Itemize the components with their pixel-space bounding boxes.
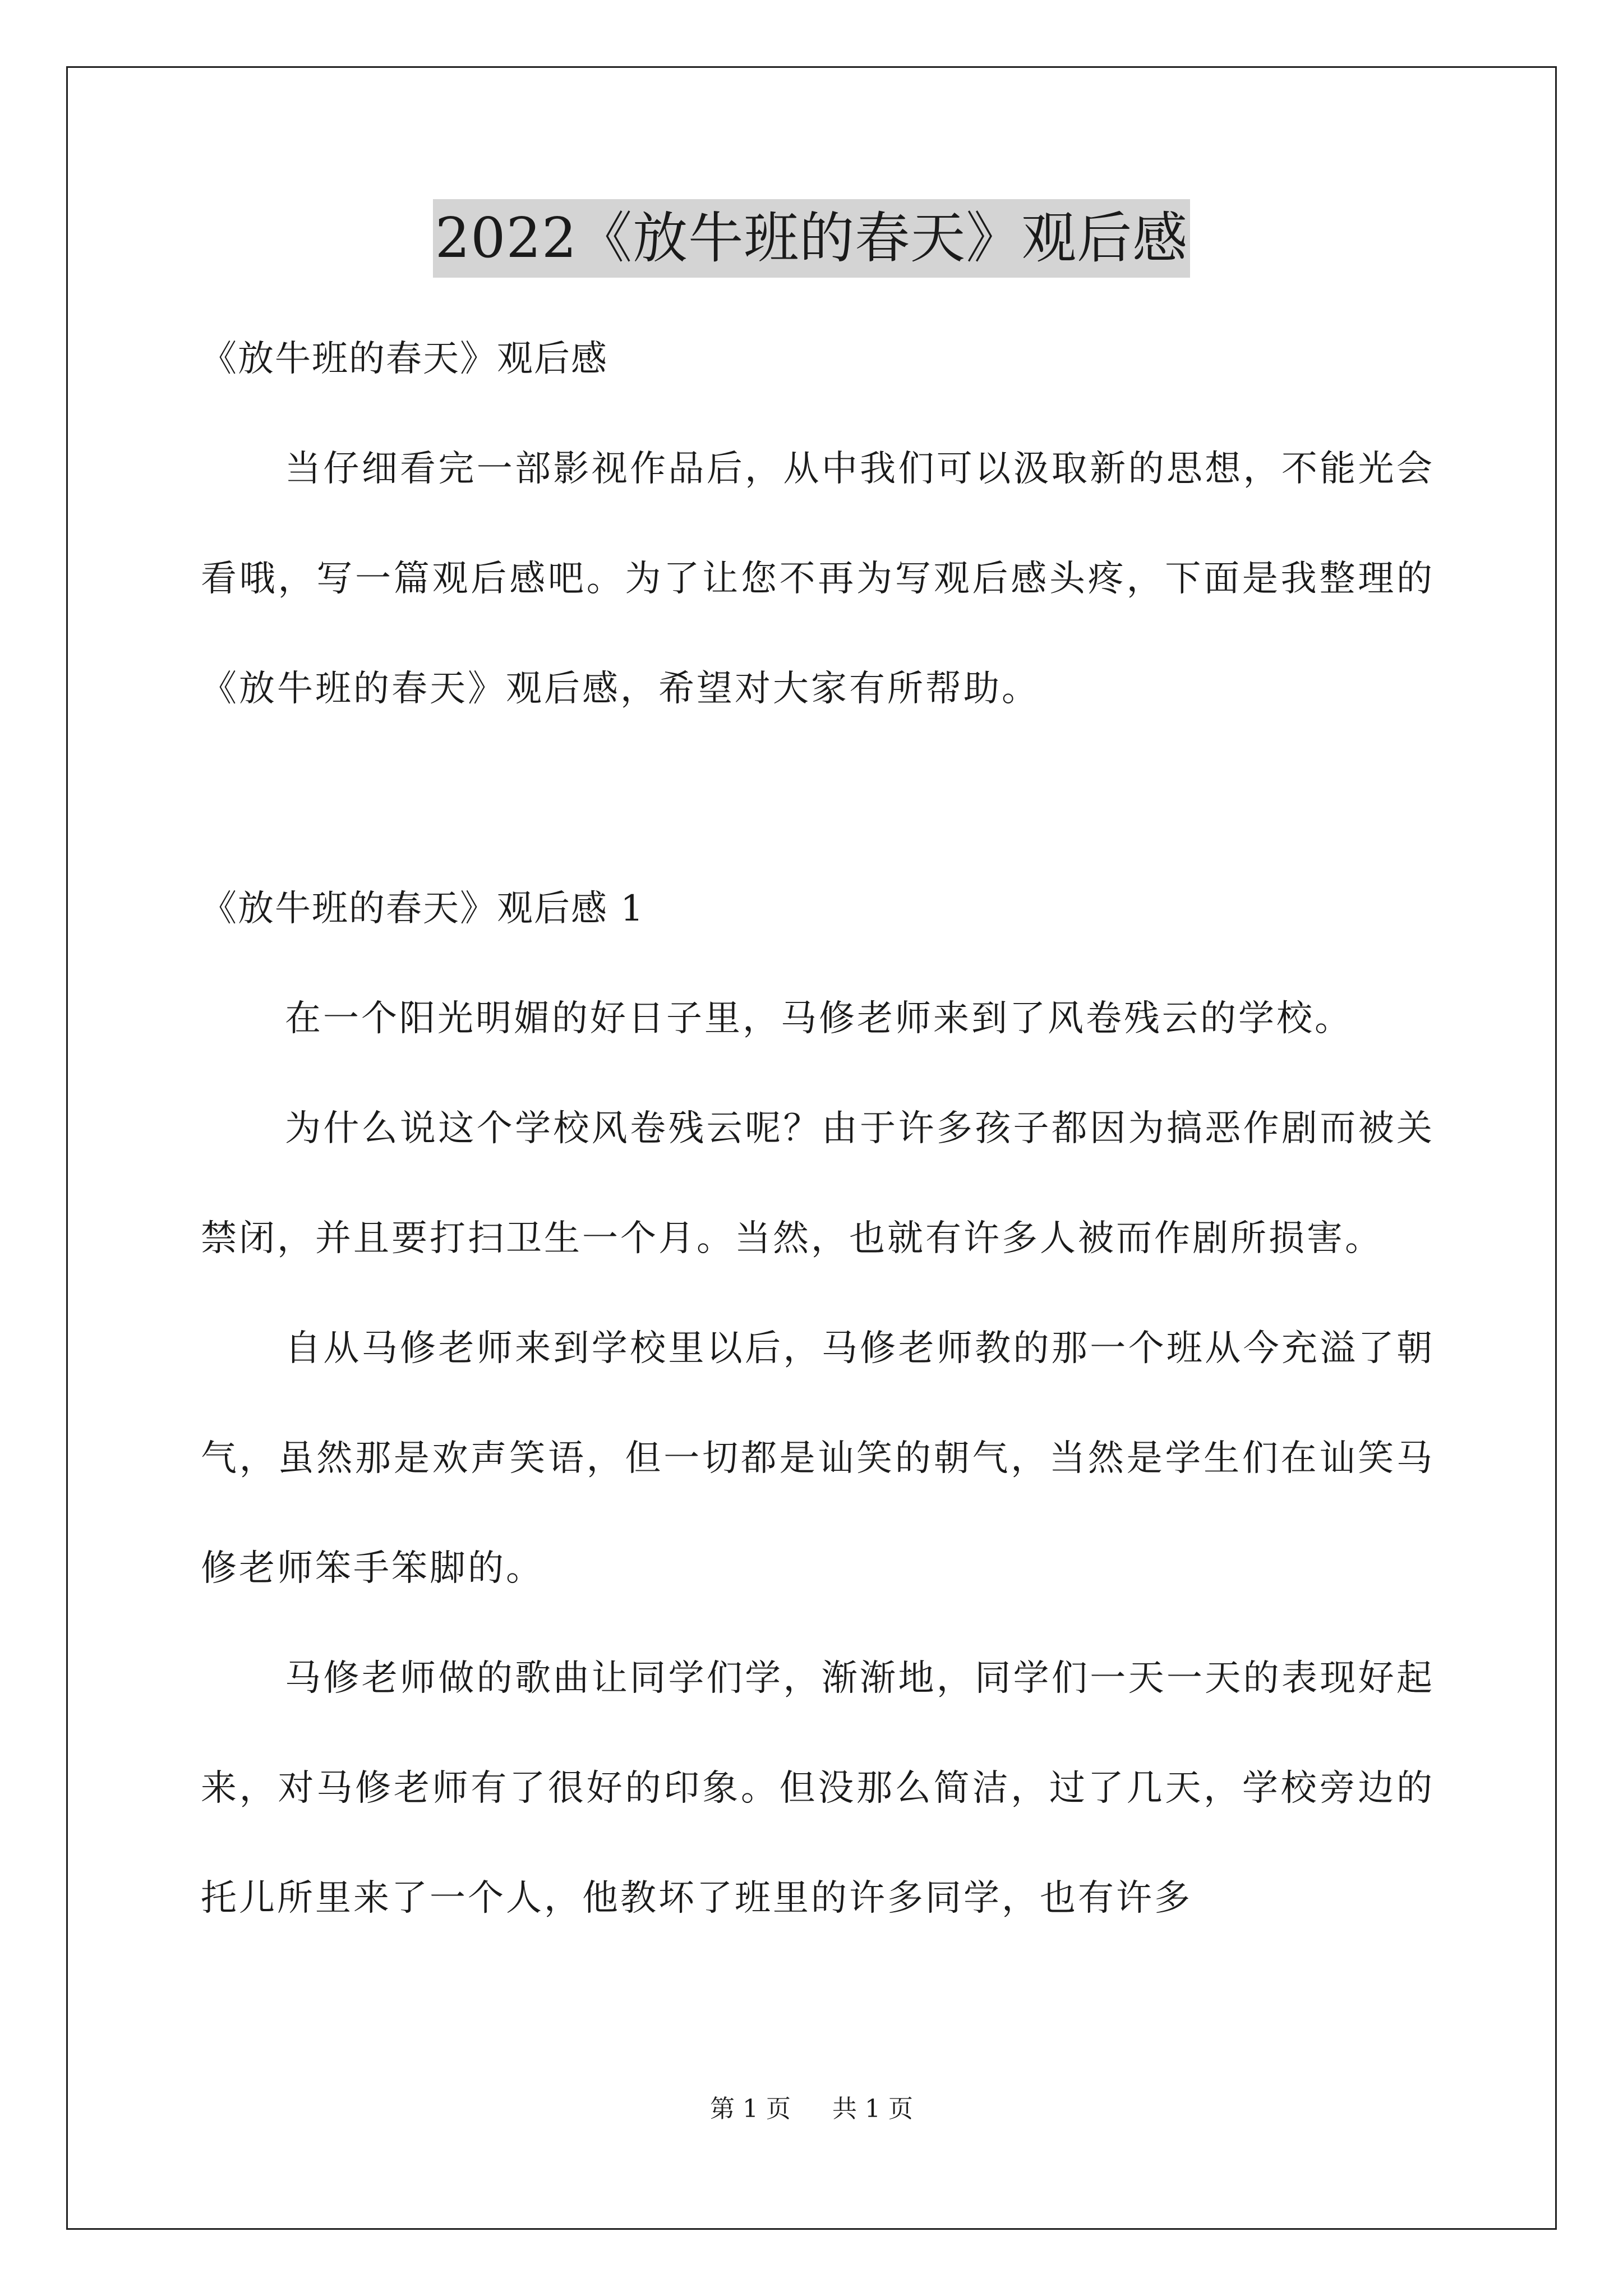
body-paragraph: 马修老师做的歌曲让同学们学，渐渐地，同学们一天一天的表现好起来，对马修老师有了很好的印象。但没那么简洁，过了几天，学校旁边的托儿所里来了一个人，他教坏了班里的许多同学，也有许多 xyxy=(201,1658,1435,1919)
body-paragraph: 在一个阳光明媚的好日子里，马修老师来到了风卷残云的学校。 xyxy=(285,998,1353,1039)
intro-paragraph: 当仔细看完一部影视作品后，从中我们可以汲取新的思想，不能光会看哦，写一篇观后感吧。为了让您不再为写观后感头疼，下面是我整理的《放牛班的春天》观后感，希望对大家有所帮助。 xyxy=(201,448,1435,710)
section-spacer xyxy=(201,744,1435,854)
document-title-text: 2022《放牛班的春天》观后感 xyxy=(433,199,1190,278)
page-footer xyxy=(0,2092,1623,2126)
body-paragraph: 自从马修老师来到学校里以后，马修老师教的那一个班从今充溢了朝气，虽然那是欢声笑语，但一切都是讪笑的朝气，当然是学生们在讪笑马修老师笨手笨脚的。 xyxy=(201,1328,1435,1589)
page-number: 第 1 页 xyxy=(710,2095,791,2123)
body-paragraph: 为什么说这个学校风卷残云呢？由于许多孩子都因为搞恶作剧而被关禁闭，并且要打扫卫生一个月。当然，也就有许多人被而作剧所损害。 xyxy=(201,1108,1435,1259)
document-title xyxy=(0,199,1623,278)
section-heading: 《放牛班的春天》观后感 1 xyxy=(201,888,645,930)
document-body xyxy=(201,304,1435,1953)
page-total: 共 1 页 xyxy=(832,2095,913,2123)
document-subtitle: 《放牛班的春天》观后感 xyxy=(201,338,608,380)
